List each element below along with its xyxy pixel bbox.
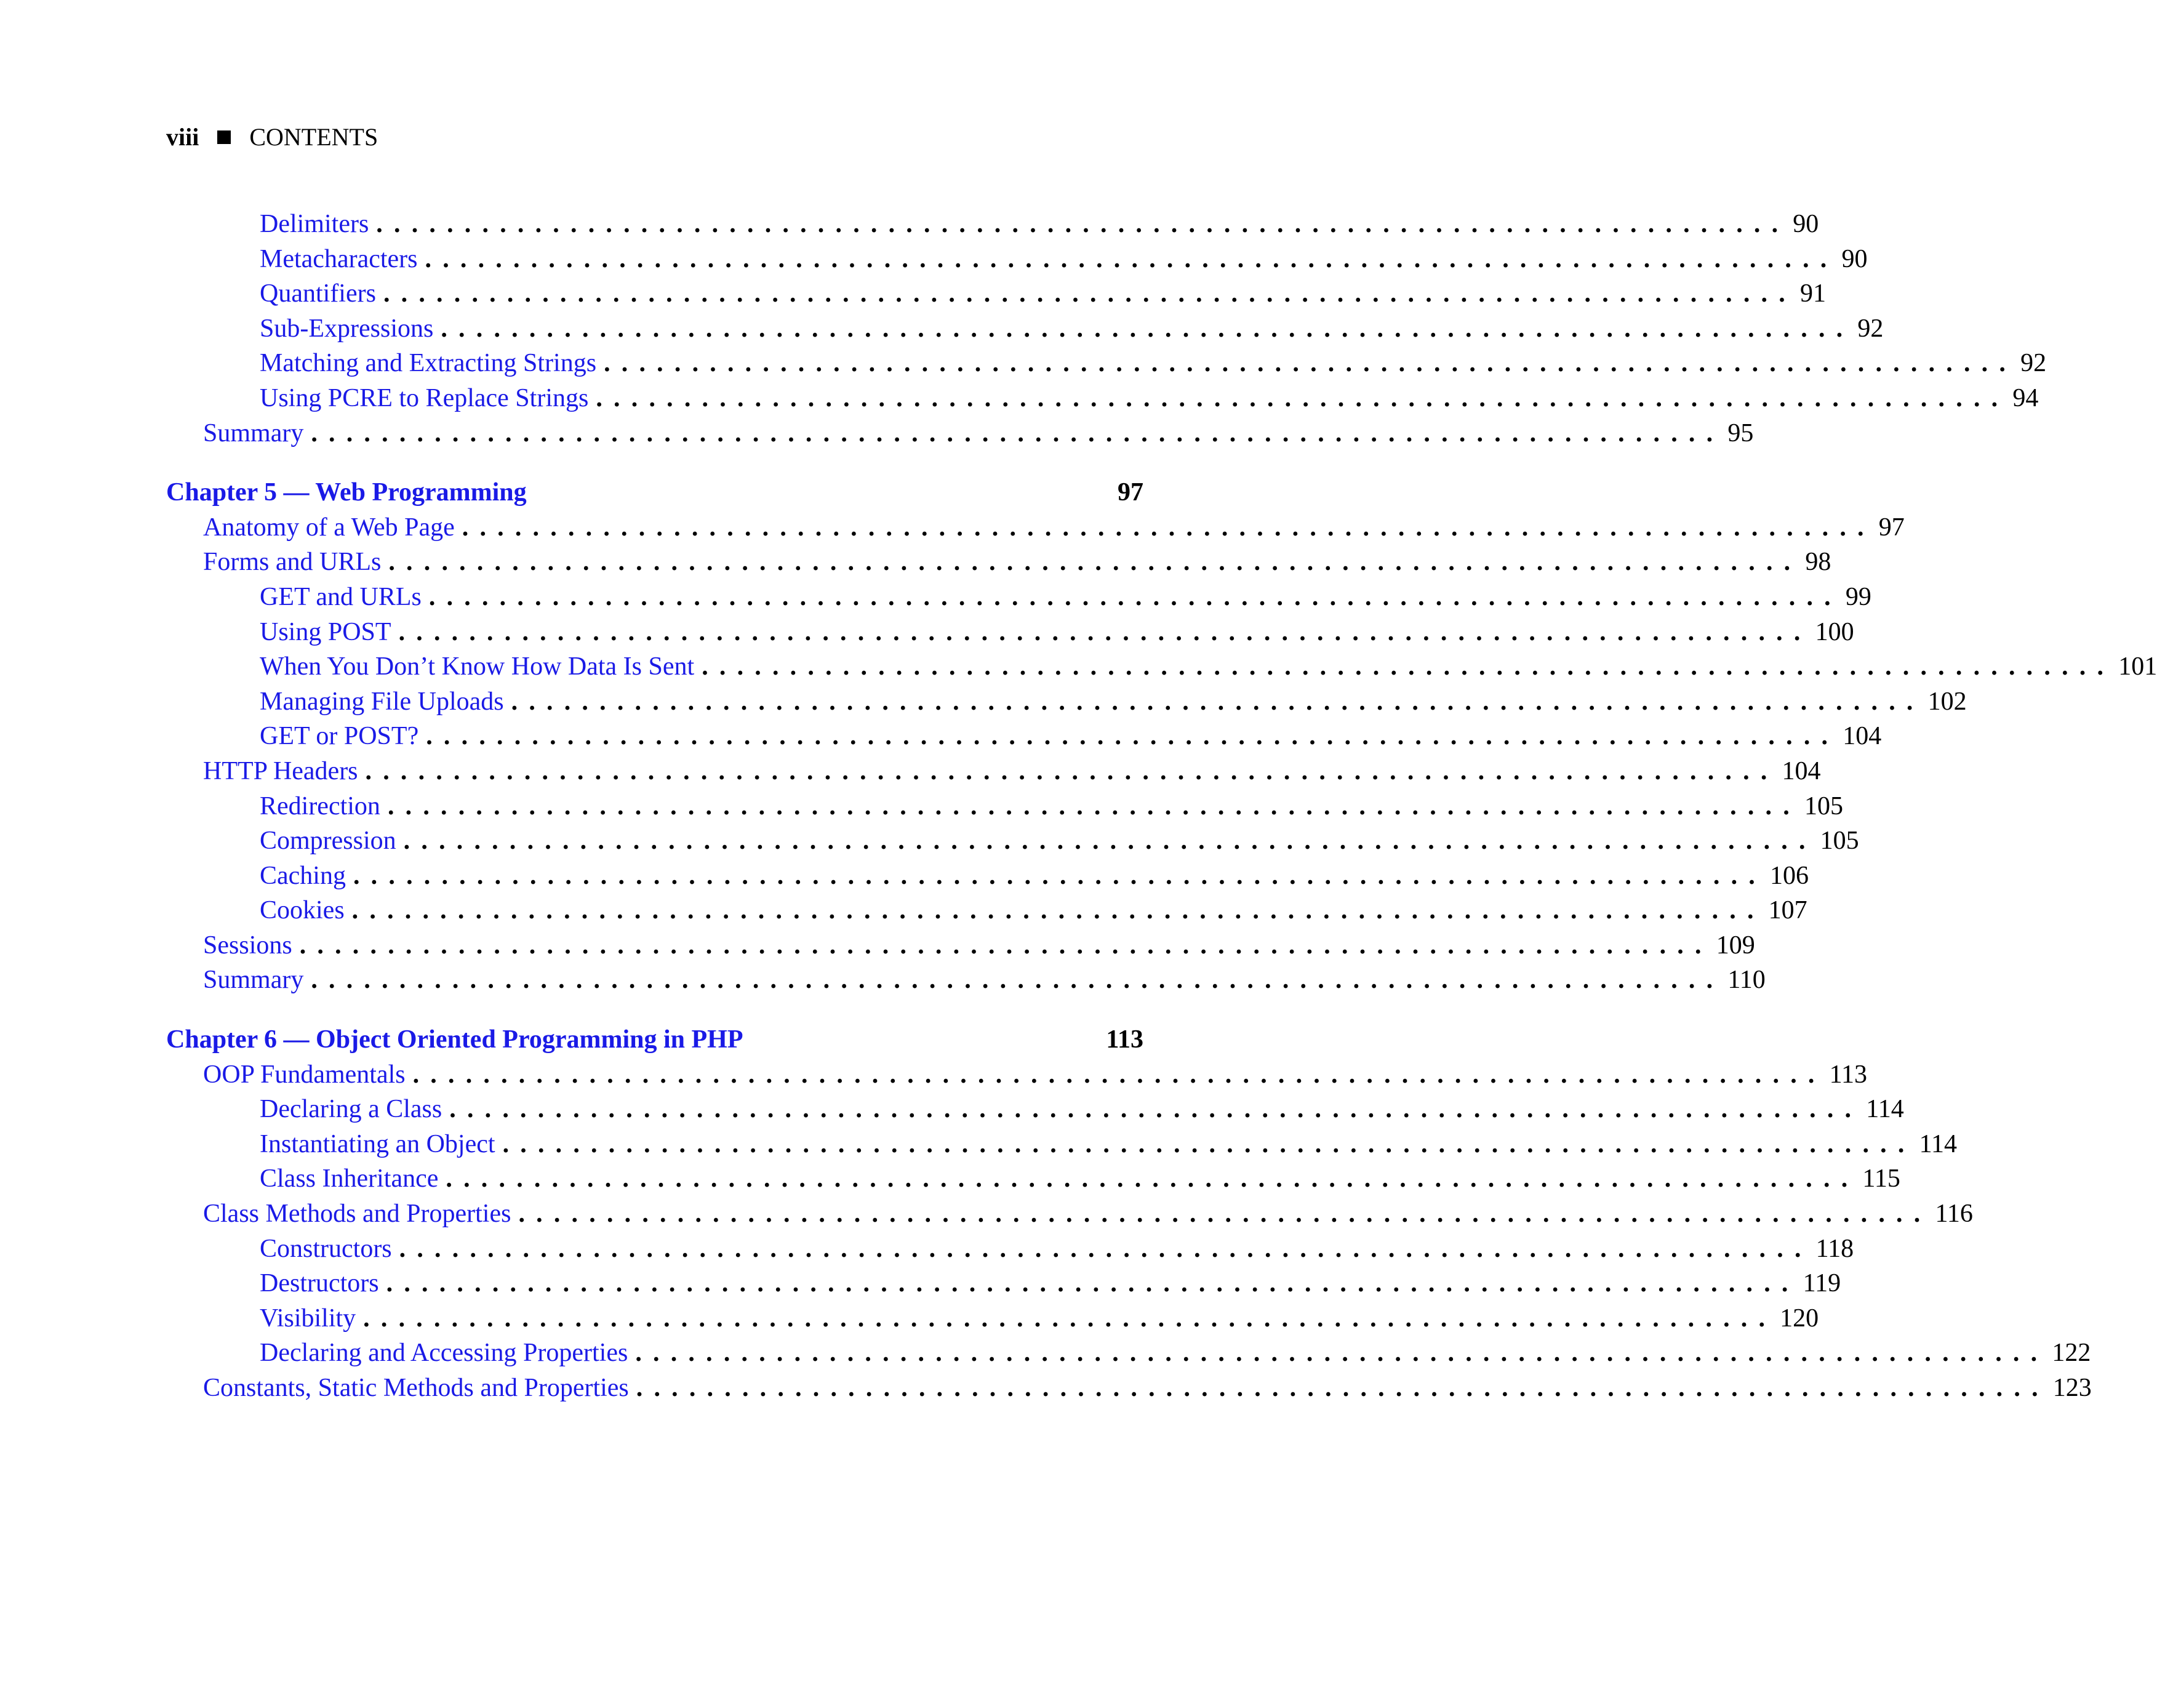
toc-entry-row[interactable] — [166, 1234, 1854, 1269]
toc-entry-link[interactable]: Managing File Uploads — [260, 687, 504, 716]
toc-entry-row[interactable] — [166, 652, 2157, 687]
toc-entry-row[interactable] — [166, 547, 1831, 582]
toc-entry-row[interactable] — [166, 1338, 2091, 1373]
toc-entry-link[interactable]: Destructors — [260, 1269, 379, 1298]
toc-entry-page-number: 116 — [1935, 1200, 1973, 1229]
toc-entry-page-number: 94 — [2012, 383, 2039, 412]
dot-leader: ................................................................................ — [702, 652, 2115, 681]
dot-leader: ................................................................................ — [363, 1304, 1777, 1333]
toc-entry-row[interactable] — [166, 826, 1859, 861]
dot-leader: ................................................................................ — [299, 931, 1713, 960]
toc-entry-row[interactable] — [166, 1304, 1819, 1339]
toc-entry-link[interactable]: Metacharacters — [260, 244, 418, 273]
toc-entry-page-number: 92 — [1857, 314, 1884, 343]
dot-leader: ................................................................................ — [403, 827, 1817, 856]
dot-leader: ................................................................................ — [604, 349, 2017, 378]
toc-entry-row[interactable] — [166, 1373, 2092, 1408]
toc-entry-link[interactable]: Class Methods and Properties — [203, 1200, 511, 1229]
dot-leader: ................................................................................ — [398, 617, 1812, 646]
toc-entry-row[interactable] — [166, 756, 1821, 792]
toc-entry-row[interactable] — [166, 582, 1871, 617]
chapter-page-number: 113 — [1106, 1025, 1143, 1054]
toc-entry-link[interactable]: Constructors — [260, 1234, 392, 1263]
toc-entry-page-number: 123 — [2052, 1374, 2092, 1402]
toc-entry-page-number: 122 — [2052, 1339, 2091, 1368]
toc-entry-page-number: 98 — [1805, 548, 1831, 577]
toc-entry-page-number: 107 — [1768, 896, 1807, 925]
toc-entry-link[interactable]: Summary — [203, 966, 304, 995]
dot-leader: ................................................................................ — [426, 722, 1839, 751]
toc-entry-page-number: 92 — [2020, 349, 2047, 378]
toc-entry-link[interactable]: Matching and Extracting Strings — [260, 349, 597, 378]
toc-entry-row[interactable] — [166, 896, 1807, 931]
toc-entry-link[interactable]: Anatomy of a Web Page — [203, 513, 455, 542]
toc-entry-row[interactable] — [166, 617, 1854, 652]
toc-block-chapter6 — [166, 1025, 2092, 1408]
chapter-title-link[interactable]: Chapter 6 — Object Oriented Programming in PHP — [166, 1025, 743, 1054]
toc-entry-page-number: 105 — [1820, 827, 1859, 856]
toc-entry-link[interactable]: When You Don’t Know How Data Is Sent — [260, 652, 695, 681]
dot-leader: ................................................................................ — [399, 1234, 1812, 1263]
toc-entry-link[interactable]: HTTP Headers — [203, 756, 358, 785]
toc-entry-row[interactable] — [166, 1060, 1868, 1095]
toc-entry-link[interactable]: Declaring and Accessing Properties — [260, 1339, 628, 1368]
toc-entry-link[interactable]: Constants, Static Methods and Properties — [203, 1374, 629, 1402]
dot-leader: ................................................................................ — [386, 1269, 1799, 1298]
toc-entry-page-number: 104 — [1782, 756, 1821, 785]
toc-entry-row[interactable] — [166, 1129, 1958, 1165]
toc-entry-row[interactable] — [166, 513, 1905, 548]
toc-entry-page-number: 90 — [1793, 210, 1819, 238]
toc-entry-row[interactable] — [166, 279, 1826, 314]
toc-entry-link[interactable]: Sessions — [203, 931, 292, 960]
dot-leader: ................................................................................ — [412, 1060, 1826, 1089]
dot-leader: ................................................................................ — [425, 244, 1838, 273]
toc-entry-link[interactable]: Quantifiers — [260, 279, 376, 308]
toc-entry-row[interactable] — [166, 209, 1819, 244]
entry-list — [166, 513, 2157, 1000]
chapter-page-number: 97 — [1118, 478, 1143, 507]
toc-entry-page-number: 114 — [1866, 1095, 1904, 1124]
running-head-title: CONTENTS — [249, 123, 378, 151]
toc-entry-link[interactable]: Class Inheritance — [260, 1165, 439, 1193]
toc-entry-row[interactable] — [166, 1199, 1973, 1234]
toc-entry-link[interactable]: Redirection — [260, 792, 380, 820]
toc-entry-page-number: 114 — [1919, 1129, 1958, 1158]
toc-block-chapter5 — [166, 478, 2157, 1000]
toc-entry-page-number: 106 — [1769, 861, 1809, 890]
toc-entry-page-number: 91 — [1799, 279, 1826, 308]
toc-entry-link[interactable]: Visibility — [260, 1304, 356, 1333]
dot-leader: ................................................................................ — [518, 1200, 1932, 1229]
toc-entry-page-number: 95 — [1727, 419, 1754, 447]
toc-entry-row[interactable] — [166, 419, 1754, 454]
toc-entry-page-number: 101 — [2118, 652, 2157, 681]
toc-entry-link[interactable]: Cookies — [260, 896, 345, 925]
toc-entry-page-number: 100 — [1815, 617, 1854, 646]
toc-entry-row[interactable] — [166, 965, 1766, 1000]
toc-entry-row[interactable] — [166, 1269, 1841, 1304]
toc-entry-page-number: 113 — [1829, 1060, 1868, 1089]
toc-entry-row[interactable] — [166, 861, 1809, 896]
dot-leader: ................................................................................ — [383, 279, 1796, 308]
dot-leader: ................................................................................ — [388, 548, 1802, 577]
dot-leader: ................................................................................ — [311, 966, 1724, 995]
toc-entry-page-number: 90 — [1841, 244, 1868, 273]
toc-entry-page-number: 110 — [1727, 966, 1766, 995]
chapter-heading-row[interactable] — [166, 1025, 1143, 1060]
dot-leader: ................................................................................ — [636, 1374, 2049, 1402]
page-number: viii — [166, 123, 199, 151]
dot-leader: ................................................................................ — [441, 314, 1854, 343]
toc-entry-row[interactable] — [166, 244, 1868, 279]
black-square-icon — [217, 130, 231, 144]
dot-leader: ................................................................................ — [387, 792, 1801, 820]
dot-leader: ................................................................................ — [446, 1165, 1859, 1193]
toc-entry-row[interactable] — [166, 1094, 1904, 1129]
chapter-heading-row[interactable] — [166, 478, 1143, 513]
toc-entry-page-number: 99 — [1845, 582, 1871, 611]
table-of-contents — [166, 209, 2157, 1408]
toc-entry-row[interactable] — [166, 792, 1843, 827]
toc-entry-link[interactable]: Using PCRE to Replace Strings — [260, 383, 589, 412]
toc-entry-row[interactable] — [166, 383, 2039, 419]
dot-leader: ................................................................................ — [376, 210, 1790, 238]
dot-leader: ................................................................................ — [428, 582, 1842, 611]
toc-entry-link[interactable]: GET and URLs — [260, 582, 422, 611]
toc-entry-row[interactable] — [166, 687, 1967, 722]
dot-leader: ................................................................................ — [311, 419, 1724, 447]
toc-entry-row[interactable] — [166, 1164, 1900, 1199]
toc-entry-page-number: 118 — [1815, 1234, 1854, 1263]
toc-block-chapter4-continued — [166, 209, 2047, 453]
toc-entry-page-number: 119 — [1803, 1269, 1841, 1298]
toc-entry-page-number: 120 — [1780, 1304, 1819, 1333]
toc-entry-row[interactable] — [166, 721, 1882, 756]
toc-entry-row[interactable] — [166, 931, 1755, 966]
toc-entry-page-number: 115 — [1862, 1165, 1900, 1193]
toc-entry-link[interactable]: Forms and URLs — [203, 548, 382, 577]
toc-entry-link[interactable]: Instantiating an Object — [260, 1129, 495, 1158]
toc-entry-page-number: 104 — [1843, 722, 1882, 751]
toc-entry-link[interactable]: Delimiters — [260, 210, 369, 238]
toc-entry-link[interactable]: Caching — [260, 861, 346, 890]
toc-entry-page-number: 109 — [1716, 931, 1755, 960]
toc-entry-page-number: 105 — [1804, 792, 1843, 820]
toc-entry-row[interactable] — [166, 314, 1884, 349]
toc-entry-link[interactable]: OOP Fundamentals — [203, 1060, 406, 1089]
toc-entry-link[interactable]: Sub-Expressions — [260, 314, 434, 343]
dot-leader: ................................................................................ — [449, 1095, 1863, 1124]
toc-entry-link[interactable]: Declaring a Class — [260, 1095, 442, 1124]
dot-leader: ................................................................................ — [502, 1129, 1916, 1158]
dot-leader: ................................................................................ — [353, 861, 1766, 890]
entry-list — [166, 1060, 2092, 1408]
running-head — [166, 122, 378, 153]
toc-entry-link[interactable]: Summary — [203, 419, 304, 447]
entry-list — [166, 209, 2047, 453]
toc-entry-link[interactable]: GET or POST? — [260, 722, 419, 751]
dot-leader: ................................................................................ — [365, 756, 1779, 785]
dot-leader: ................................................................................ — [351, 896, 1765, 925]
toc-entry-row[interactable] — [166, 348, 2047, 383]
toc-entry-link[interactable]: Using POST — [260, 617, 391, 646]
dot-leader: ................................................................................ — [511, 687, 1924, 716]
toc-entry-page-number: 97 — [1878, 513, 1905, 542]
dot-leader: ................................................................................ — [635, 1339, 2049, 1368]
dot-leader: ................................................................................ — [462, 513, 1875, 542]
chapter-title-link[interactable]: Chapter 5 — Web Programming — [166, 478, 527, 507]
toc-entry-link[interactable]: Compression — [260, 827, 396, 856]
toc-entry-page-number: 102 — [1927, 687, 1967, 716]
dot-leader: ................................................................................ — [596, 383, 2009, 412]
